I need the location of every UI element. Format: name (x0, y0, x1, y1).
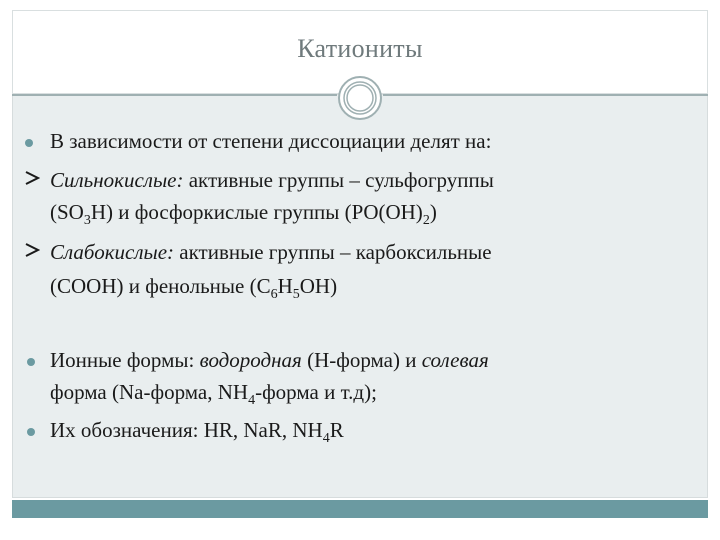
text-line: В зависимости от степени диссоциации делят на: (50, 129, 492, 153)
arrow-bullet-icon (24, 170, 40, 186)
text-line: Слабокислые: активные группы – карбоксильные (50, 240, 492, 264)
text-line: Их обозначения: HR, NaR, $NH_4R$ (50, 418, 344, 446)
bullet-icon (25, 139, 33, 147)
text-line: (COOH) и фенольные $(C_6H_5OH)$ (50, 274, 338, 302)
text-line: Сильнокислые: активные группы – сульфогруппы (50, 168, 494, 192)
bullet-icon (27, 358, 35, 366)
circle-emblem-icon (337, 75, 383, 121)
title-divider-right (383, 94, 708, 96)
text-line: Ионные формы: водородная (H-форма) и солевая (50, 348, 489, 372)
bottom-accent-bar (12, 500, 708, 518)
arrow-bullet-icon (24, 242, 40, 258)
text-line: форма (Na-форма, $NH_4$-форма и т.д); (50, 380, 377, 408)
title-divider-left (12, 94, 337, 96)
bullet-icon (27, 428, 35, 436)
text-line: $(SO_3H)$ и фосфоркислые группы $(PO(OH)_2)$ (50, 200, 437, 228)
slide-title: Катиониты (297, 34, 423, 63)
